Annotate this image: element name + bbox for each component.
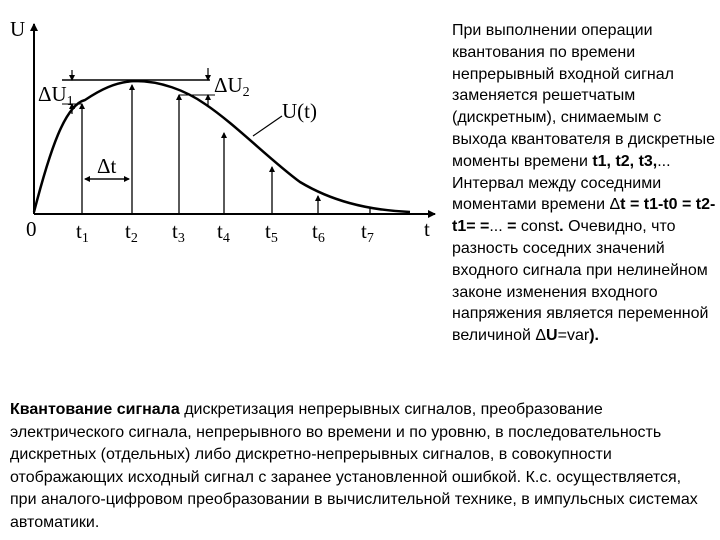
side-text-part: ... Интервал между соседними моментами времени (452, 152, 671, 214)
side-text-times: t1, t2, t3, (592, 152, 658, 170)
definition-term: Квантование сигнала (10, 401, 180, 418)
side-text-var: =var (557, 327, 590, 345)
side-text-part: При выполнении операции квантования по времени непрерывный входной сигнал заменяется решетчатым (дискретным), снимаемым с выхода квантователя в дискретные моменты времени (452, 22, 716, 170)
signal-curve (34, 81, 410, 212)
axis-x-label: t (424, 217, 430, 241)
curve-label: U(t) (282, 99, 317, 123)
definition-paragraph (10, 399, 712, 534)
tick-label-t7: t7 (361, 219, 374, 246)
side-text-u: U (546, 327, 558, 345)
side-text-dot: . (559, 218, 564, 236)
quantization-diagram (0, 0, 450, 250)
side-text-const: const (516, 218, 560, 236)
tick-label-t4: t4 (217, 219, 230, 246)
delta-t-label: Δt (97, 154, 117, 178)
side-text-part: Очевидно, что разность соседних значений входного сигнала при нелинейном законе изменения входного напряжения является переменной величиной (452, 218, 709, 345)
tick-label-t3: t3 (172, 219, 185, 246)
side-text-delta-u: Δ (535, 327, 547, 345)
side-text-delta: Δ (609, 196, 621, 214)
curve-label-leader (253, 116, 282, 136)
side-text-eq: = (507, 218, 517, 236)
tick-label-t1: t1 (76, 219, 89, 246)
side-description (452, 20, 716, 347)
definition-body: дискретизация непрерывных сигналов, преобразование электрического сигнала, непрерывного во времени и по уровню, в последовательность дискретных (отдельных) либо дискретно-непрерывных сигналов, в совокупности отображающих исходный сигнал с заранее установленной ошибкой. К.с. осуществляется, при аналого-цифровом преобразовании в вычислительной технике, в импульсных системах автоматики. (10, 401, 698, 531)
tick-label-t6: t6 (312, 219, 325, 246)
axis-y-label: U (10, 17, 26, 41)
origin-label: 0 (26, 217, 37, 241)
side-text-part: ... (489, 218, 508, 236)
delta-u2-label: ΔU2 (214, 73, 250, 100)
side-text-formula: t = t1-t0 = t2-t1= = (452, 196, 716, 236)
side-text-close: ). (589, 327, 599, 345)
tick-label-t5: t5 (265, 219, 278, 246)
delta-u1-label: ΔU1 (38, 82, 74, 109)
tick-label-t2: t2 (125, 219, 138, 246)
